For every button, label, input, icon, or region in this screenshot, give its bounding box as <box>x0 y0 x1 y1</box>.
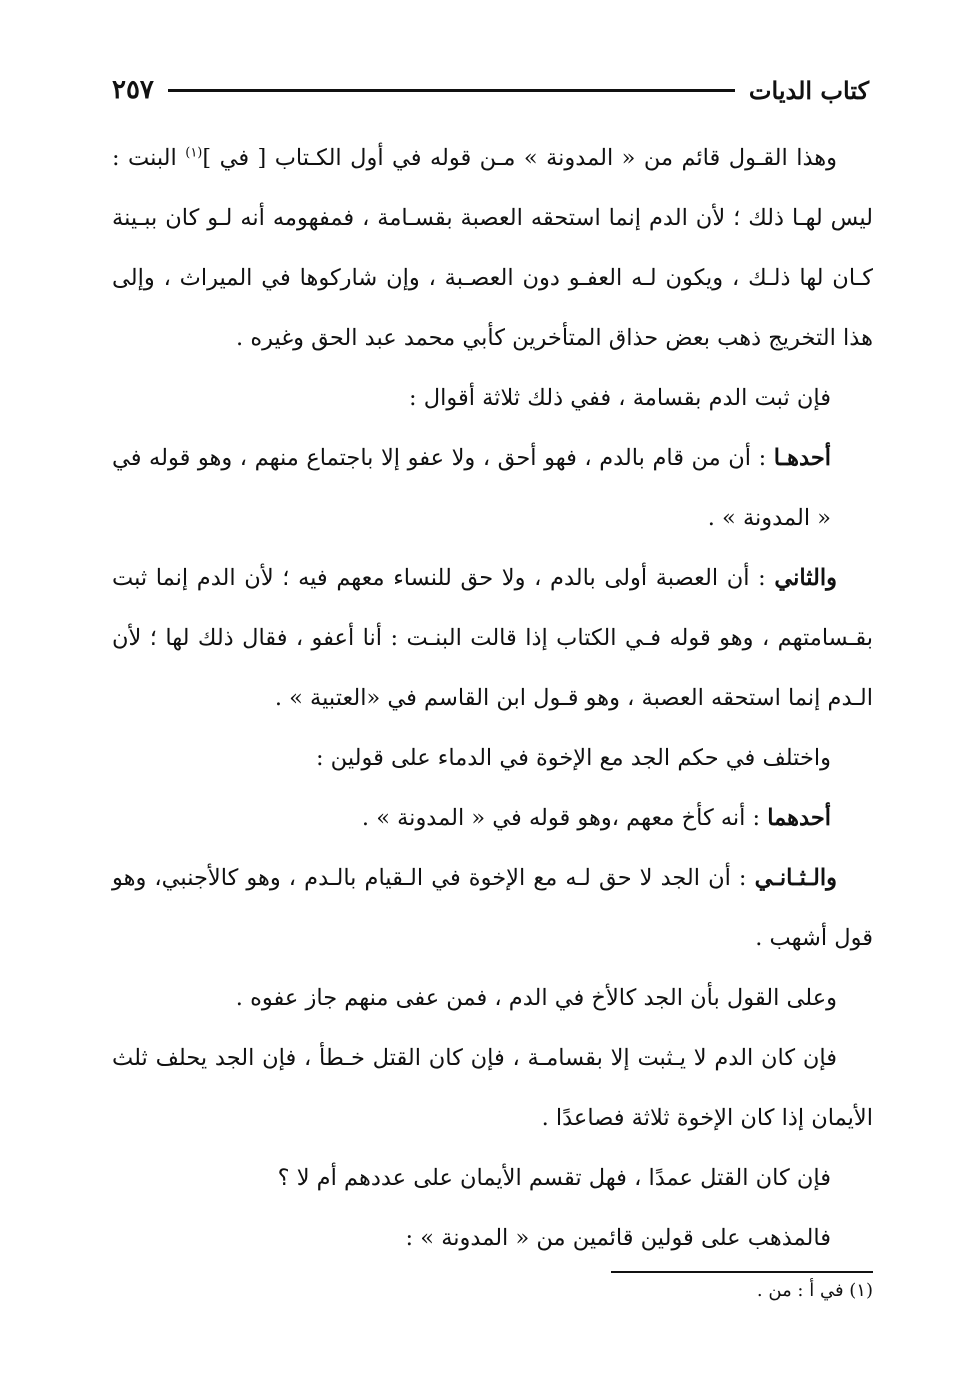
running-title: كتاب الديات <box>748 75 869 105</box>
page-number: ٢٥٧ <box>112 75 154 105</box>
footnote-rule <box>611 1271 873 1273</box>
page-header <box>112 70 869 110</box>
paragraph-9: فإن كان الدم لا يـثبت إلا بقسامـة ، فإن كان القتل خـطأ ، فإن الجد يحلف ثلث الأيمان إذا كان الإخوة ثلاثة فصاعدًا . <box>112 1045 873 1131</box>
header-rule <box>168 89 735 92</box>
paragraph-3 <box>112 428 873 548</box>
body-text <box>112 128 873 1268</box>
paragraph-text: وهذا القـول قائم من « المدونة » مـن قوله في أول الكـتاب [ في ] <box>202 145 837 171</box>
paragraph-10: فإن كان القتل عمدًا ، فهل تقسم الأيمان على عددهم أم لا ؟ <box>277 1165 831 1191</box>
paragraph-7 <box>112 848 873 968</box>
paragraph-text-cont: البنت : ليس لهـا ذلك ؛ لأن الدم إنما استحقه العصبة بقسـامة ، فمفهومه أنه لـو كان ببـينة كـان لها ذلـك ، ويكون لـه العفـو دون العصـبة ، وإن شاركوها في الميراث ، وإلى هذا التخريج ذهب بعض حذاق المتأخرين كأبي محمد عبد الحق وغيره . <box>112 145 873 351</box>
paragraph-text: : أن العصبة أولى بالدم ، ولا حق للنساء معهم فيه ؛ لأن الدم إنما ثبت بقـسامتهم ، وهو قوله فـي الكتاب إذا قالت البنـت : أنا أعفو ، فقال ذلك لها ؛ لأن الـدم إنما استحقه العصبة ، وهو قـول ابن القاسم في «العتبية » . <box>112 565 873 711</box>
footnote: (١) في أ : من . <box>756 1280 873 1301</box>
paragraph-11: فالمذهب على قولين قائمين من « المدونة » : <box>405 1225 831 1251</box>
paragraph-text: : أنه كأخ معهم ،وهو قوله في « المدونة » . <box>361 805 768 831</box>
paragraph-lead: والـثـانـي <box>754 865 837 891</box>
paragraph-1 <box>112 128 873 368</box>
paragraph-text: : أن من قام بالدم ، فهو أحق ، ولا عفو إلا باجتماع منهم ، وهو قوله في « المدونة » . <box>112 445 831 531</box>
paragraph-2: فإن ثبت الدم بقسامة ، ففي ذلك ثلاثة أقوال : <box>409 385 831 411</box>
paragraph-lead: أحدهما <box>767 805 831 831</box>
paragraph-4 <box>112 548 873 728</box>
paragraph-5: واختلف في حكم الجد مع الإخوة في الدماء على قولين : <box>315 745 831 771</box>
paragraph-6 <box>112 788 873 848</box>
paragraph-8: وعلى القول بأن الجد كالأخ في الدم ، فمن عفى منهم جاز عفوه . <box>235 985 837 1011</box>
footnote-ref: (١) <box>185 145 203 161</box>
paragraph-lead: والثاني <box>774 565 837 591</box>
paragraph-text: : أن الجد لا حق لـه مع الإخوة في الـقيام بالـدم ، وهو كالأجنبي، وهو قول أشهب . <box>112 865 873 951</box>
paragraph-lead: أحدهـا <box>773 445 831 471</box>
